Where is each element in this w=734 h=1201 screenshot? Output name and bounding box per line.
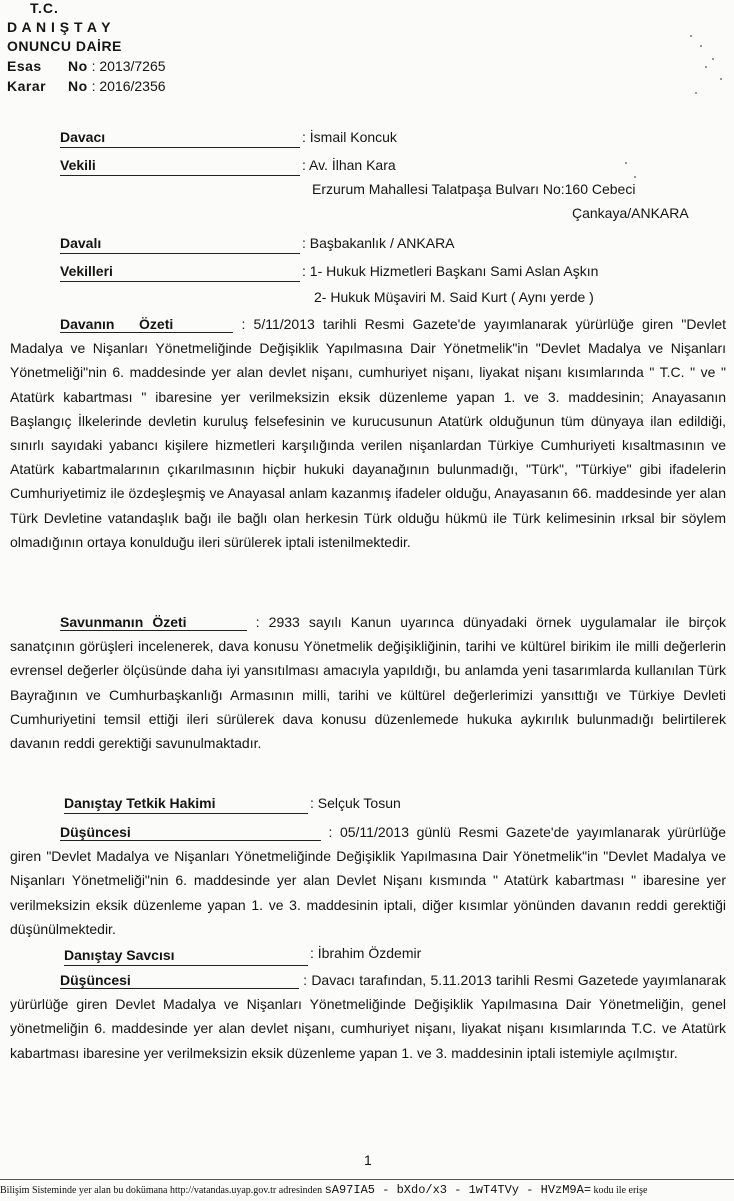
esas-no-label: No [68,58,88,74]
karar-no [68,78,166,94]
address-line-1: Erzurum Mahallesi Talatpaşa Bulvarı No:160 Cebeci [312,181,636,197]
davali-label: Davalı [60,235,102,251]
karar-row [7,78,46,94]
tetkik-hakimi-value: : Selçuk Tosun [310,795,401,811]
esas-label: Esas [7,58,42,74]
footer-prefix: Bilişim Sisteminde yer alan bu dokümana http://vatandas.uyap.gov.tr adresinden [0,1185,323,1196]
davanin-ozeti-paragraph [10,312,726,554]
savunmanin-ozeti-label: Savunmanın Özeti [60,614,247,631]
davanin-ozeti-text: : 5/11/2013 tarihli Resmi Gazete'de yayımlanarak yürürlüğe giren "Devlet Madalya ve Nişanları Yönetmeliğinde Değişiklik Yapılmasına Dair Yönetmelik"in "Devlet Madalya ve Nişanları Yönetmeliği"nin 6. maddesinde yer alan devlet nişanı, cumhuriyet nişanı, liyakat nişanı kısımlarında " T.C. " ve " Atatürk kabartması " ibaresine yer verilmeksizin eksik düzenleme yapan 1. ve 3. maddesinin; Anayasanın Başlangıç İlkelerinde devletin kuruluş felsefesinin ve kurucusunun Atatürk olduğunun tüm dünyaya ilan edildiği, sınırlı sayıdaki yabancı kişilere hizmetleri karşılığında verilen nişanlardan Türkiye Cumhuriyeti kısaltmasının ve Atatürk kabartmalarının çıkarılmasının hiçbir hukuki dayanağının bulunmadığı, "Türk", "Türkiye" gibi ifadelerin Cumhuriyetimiz ile özdeşleşmiş ve Anayasal anlam kazanmış ifadeler olduğu, Anayasanın 66. maddesinde yer alan Türk Devletine vatandaşlık bağı ile bağlı olan herkesin Türk olduğu hükmü ile Türk kelimesinin ırksal bir söylem olmadığının ortaya konulduğu ileri sürülerek iptali istenilmektedir. [10,316,727,550]
footer-code: sA97IA5 - bXdo/x3 - 1wT4TVy - HVzM9A= [324,1183,592,1197]
vekilleri-value-1: : 1- Hukuk Hizmetleri Başkanı Sami Aslan Aşkın [302,263,599,279]
savci-dusuncesi-label: Düşüncesi [60,972,299,989]
davanin-ozeti-label: Davanın Özeti [60,316,233,333]
davali-value: : Başbakanlık / ANKARA [302,235,455,251]
address-line-2: Çankaya/ANKARA [572,205,689,221]
savci-dusuncesi-paragraph [10,968,726,1065]
savci-value: : İbrahim Özdemir [310,945,422,961]
esas-value: : 2013/7265 [91,58,166,74]
savci-dusuncesi-text: : Davacı tarafından, 5.11.2013 tarihli Resmi Gazetede yayımlanarak yürürlüğe giren Devlet Madalya ve Nişanları Yönetmeliğinde Değişiklik Yapılmasına Dair Yönetmeliğin, genel yönetmeliğin 6. maddesinde yer alan devlet nişanı, cumhuriyet nişanı, liyakat nişanı kısımlarında T.C. ve Atatürk kabartması ibaresine yer verilmeksizin eksik düzenleme yapan 1. ve 3. maddesinin iptali istemiyle açılmıştır. [10,972,726,1061]
tetkik-dusuncesi-label: Düşüncesi [60,824,321,841]
karar-no-label: No [68,78,88,94]
header-tc: T.C. [30,0,59,16]
esas-no [68,58,166,74]
tetkik-dusuncesi-paragraph [10,820,726,941]
savci-underline [64,965,308,966]
vekilleri-label: Vekilleri [60,263,113,279]
tetkik-hakimi-underline [64,813,308,814]
davaci-underline [60,147,300,148]
header-chamber: ONUNCU DAİRE [7,38,122,54]
vekili-underline [60,175,300,176]
vekili-label: Vekili [60,157,96,173]
vekilleri-value-2: 2- Hukuk Müşaviri M. Said Kurt ( Aynı yerde ) [314,289,594,305]
vekili-value: : Av. İlhan Kara [302,157,396,173]
karar-label: Karar [7,78,47,94]
footer-bar [0,1179,734,1201]
savci-label: Danıştay Savcısı [64,947,175,963]
davaci-value: : İsmail Koncuk [302,129,397,145]
savunmanin-ozeti-paragraph [10,610,726,755]
footer-suffix: kodu ile erişe [593,1185,648,1196]
page-number: 1 [364,1152,372,1168]
vekilleri-underline [60,281,300,282]
tetkik-hakimi-label: Danıştay Tetkik Hakimi [64,795,216,811]
davali-underline [60,253,300,254]
karar-value: : 2016/2356 [91,78,166,94]
savunmanin-ozeti-text: : 2933 sayılı Kanun uyarınca dünyadaki örnek uygulamalar ile birçok sanatçının görüşleri incelenerek, dava konusu Yönetmelik değişikliğinin, tarihi ve kültürel birikim ile milli değerlerin evrensel değerler ölçüsünde daha iyi yansıtılması amacıyla yapıldığı, bu anlamda yeni tasarımlarda kullanılan Türk Bayrağının ve Cumhurbaşkanlığı Armasının milli, tarihi ve kültürel değerlerimizi yansıttığı ve Türkiye Devleti Cumhuriyetini temsil ettiği ileri sürülerek dava konusu düzenlemede hukuka aykırılık bulunmadığı belirtilerek davanın reddi gerektiği savunulmaktadır. [10,614,726,752]
esas-row [7,58,42,74]
davaci-label: Davacı [60,129,106,145]
header-court: D A N I Ş T A Y [7,19,111,35]
tetkik-dusuncesi-text: : 05/11/2013 günlü Resmi Gazete'de yayımlanarak yürürlüğe giren "Devlet Madalya ve Nişanları Yönetmeliğinde Değişiklik Yapılmasına Dair Yönetmelik"in "Devlet Madalya ve Nişanları Yönetmeliği"nin 6. maddesinde yer alan Devlet Nişanı kısmında " Atatürk kabartması " ibaresine yer verilmeksizin eksik düzenleme yapan 1. ve 3. maddesinin iptali, diğer kısımlar yönünden davanın reddi gerektiği düşünülmektedir. [10,824,727,937]
